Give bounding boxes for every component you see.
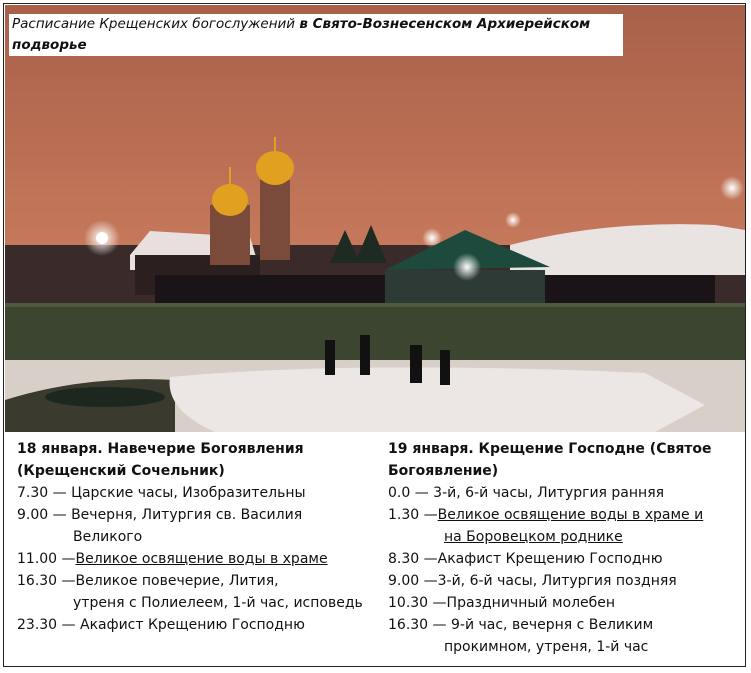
- service-text: Акафист Крещению Господню: [437, 551, 663, 567]
- schedule-item: [388, 548, 743, 570]
- dash: —: [48, 507, 72, 523]
- service-time: 9.00: [388, 573, 420, 589]
- schedule-item: [17, 570, 377, 614]
- service-text-cont-underlined: на Боровецком роднике: [444, 529, 623, 545]
- service-text-cont: прокимном, утреня, 1-й час: [444, 639, 649, 655]
- night-church-photo: [5, 5, 745, 432]
- day-title: 18 января. Навечерие Богоявления (Крещенский Сочельник): [17, 441, 304, 479]
- day-title: 19 января. Крещение Господне (Святое Богоявление): [388, 441, 712, 479]
- service-text: Великое освящение воды в храме и: [437, 507, 704, 523]
- schedule-item: [388, 570, 743, 592]
- caption-plain: Расписание Крещенских богослужений: [12, 16, 300, 32]
- service-text: Великое повечерие, Лития,: [75, 573, 279, 589]
- service-time: 7.30: [17, 485, 49, 501]
- schedule-item: [17, 504, 377, 548]
- photo-illustration: [5, 5, 745, 432]
- service-time: 16.30: [388, 617, 429, 633]
- schedule-item: [388, 482, 743, 504]
- service-time: 11.00: [17, 551, 58, 567]
- service-text: Акафист Крещению Господню: [80, 617, 305, 633]
- service-text: 3-й, 6-й часы, Литургия ранняя: [433, 485, 665, 501]
- schedule-item: [388, 614, 743, 658]
- dash: —: [57, 617, 80, 633]
- schedule-item: [388, 592, 743, 614]
- dash: —: [428, 595, 447, 611]
- dash: —: [410, 485, 434, 501]
- service-time: 16.30: [17, 573, 58, 589]
- service-time: 23.30: [17, 617, 58, 633]
- schedule-item: [17, 614, 377, 636]
- service-text-cont: утреня с Полиелеем, 1-й час, исповедь: [73, 595, 363, 611]
- service-time: 9.00: [17, 507, 49, 523]
- dash: —: [57, 573, 76, 589]
- service-time: 1.30: [388, 507, 420, 523]
- schedule-jan-19: [388, 438, 743, 658]
- dash: —: [428, 617, 451, 633]
- service-text-cont: [388, 526, 743, 548]
- dash: —: [48, 485, 72, 501]
- dash: —: [57, 551, 76, 567]
- photo-caption: [9, 14, 623, 56]
- schedule-jan-18: [17, 438, 377, 636]
- schedule-item: [17, 548, 377, 570]
- service-text: 3-й, 6-й часы, Литургия поздняя: [437, 573, 677, 589]
- service-text: 9-й час, вечерня с Великим: [451, 617, 654, 633]
- dash: —: [419, 551, 438, 567]
- service-time: 0.0: [388, 485, 411, 501]
- dash: —: [419, 507, 438, 523]
- schedule-item: [17, 482, 377, 504]
- service-time: 10.30: [388, 595, 429, 611]
- service-text: Праздничный молебен: [446, 595, 616, 611]
- schedule-item: [388, 504, 743, 548]
- service-text: Великое освящение воды в храме: [75, 551, 328, 567]
- service-time: 8.30: [388, 551, 420, 567]
- service-text: Вечерня, Литургия св. Василия: [71, 507, 303, 523]
- service-text: Царские часы, Изобразительны: [71, 485, 306, 501]
- service-text-cont: Великого: [73, 529, 143, 545]
- caption-bold: в Свято-Вознесенском Архиерейском подворье: [12, 16, 591, 53]
- dash: —: [419, 573, 438, 589]
